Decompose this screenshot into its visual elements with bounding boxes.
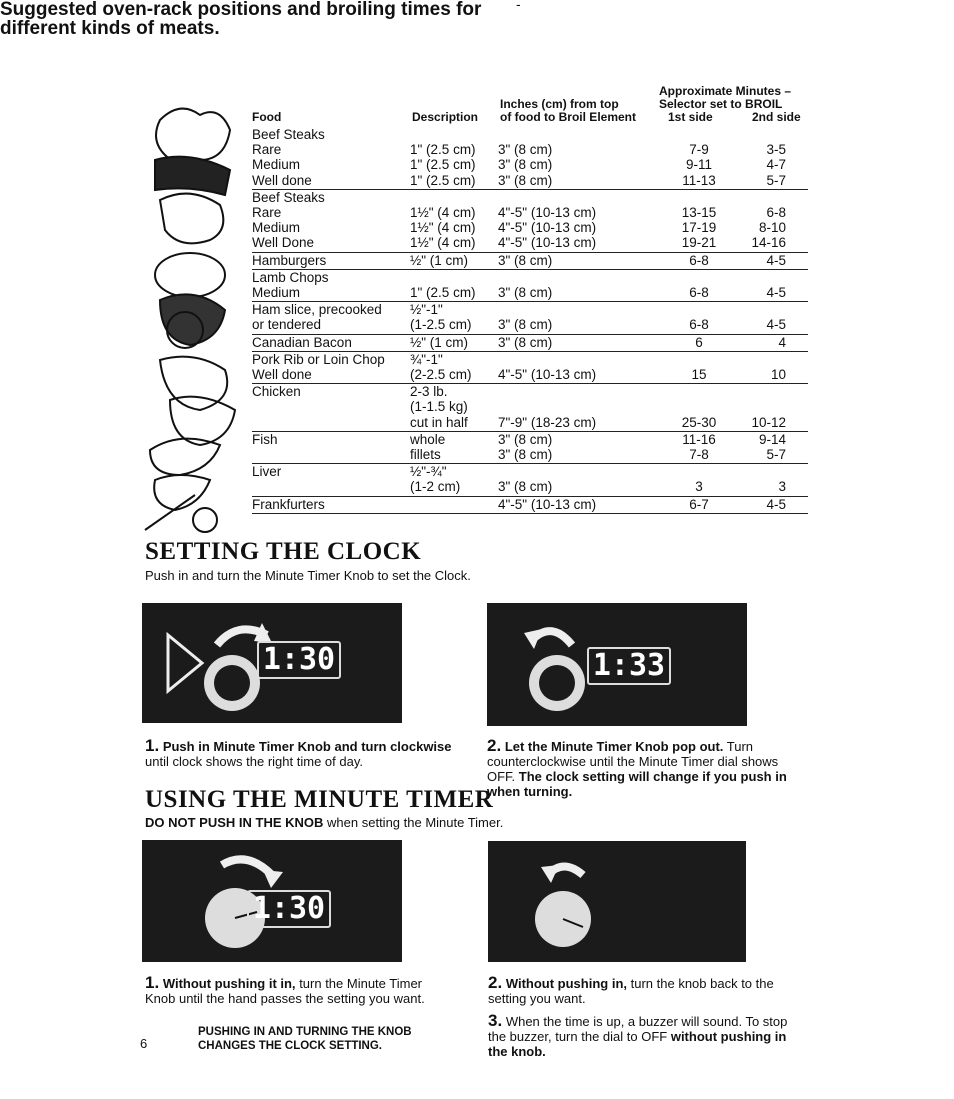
cell-inches: 3" (8 cm): [498, 142, 553, 158]
cell-desc: ½" (1 cm): [410, 334, 498, 351]
clock-step-2-number: 2.: [487, 736, 502, 755]
cell-s2: [742, 464, 808, 480]
cell-desc: 1½" (4 cm): [410, 220, 476, 236]
header-inches: [500, 98, 636, 124]
cell-s2: 9-14: [758, 431, 786, 447]
clock-section-title: SETTING THE CLOCK: [145, 538, 422, 565]
table-row: [252, 496, 808, 513]
timer-step-3: [488, 1013, 793, 1059]
timer-step-3-text: When the time is up, a buzzer will sound. To stop the buzzer, turn the dial to OFF: [488, 1014, 788, 1044]
cell-food: Liver: [252, 464, 282, 480]
table-row: [252, 157, 808, 172]
clock-panel-2: [487, 603, 747, 726]
table-row: [252, 384, 808, 400]
cell-s2: 4-5: [742, 317, 808, 334]
cell-food: [252, 447, 410, 464]
table-row: [252, 285, 808, 302]
cell-s2: 14-16: [742, 235, 808, 252]
table-row: [252, 252, 808, 269]
timer-panel-2: [488, 841, 746, 962]
header-approx-line1: Approximate Minutes –: [659, 84, 792, 98]
cell-desc: (1-1.5 kg): [410, 399, 468, 415]
cell-s1: 6-7: [656, 496, 742, 513]
table-row: [252, 415, 808, 432]
cell-s1: 11-16: [682, 431, 716, 447]
cell-s1: 6-8: [656, 285, 742, 302]
cell-inches: [498, 302, 656, 318]
table-row: [252, 447, 808, 464]
cell-desc: 1½" (4 cm): [410, 205, 476, 221]
cell-inches: 4"-5" (10-13 cm): [498, 220, 597, 236]
cell-inches: 4"-5" (10-13 cm): [498, 367, 656, 384]
cell-s2: 4-5: [742, 285, 808, 302]
cell-inches: [498, 189, 656, 205]
cell-desc: [410, 496, 498, 513]
table-title-line1: Suggested oven-rack positions and broiling times for: [0, 0, 482, 20]
meats-illustration: [140, 100, 250, 540]
cell-inches: [498, 399, 656, 414]
cell-s1: 7-8: [656, 447, 742, 464]
cell-desc: ¾"-1": [410, 351, 443, 367]
cell-s2: [742, 189, 808, 205]
cell-s2: 5-7: [742, 173, 808, 190]
cell-desc: (1-2 cm): [410, 479, 498, 496]
header-description: Description: [412, 110, 479, 124]
cell-s2: 10-12: [742, 415, 808, 432]
table-row: [252, 142, 808, 157]
timer-display: 1:30: [247, 890, 331, 928]
cell-food: Medium: [252, 285, 410, 302]
cell-food: [252, 479, 410, 496]
cell-inches: [498, 351, 656, 367]
cell-s1: 6-8: [656, 252, 742, 269]
timer-step-3-bold: without pushing in the knob.: [488, 1029, 787, 1059]
cell-inches: 4"-5" (10-13 cm): [498, 235, 656, 252]
timer-step-1-bold: Without pushing it in,: [162, 976, 296, 991]
clock-step-2-bold: Let the Minute Timer Knob pop out.: [504, 739, 724, 754]
cell-food: Ham slice, precooked: [252, 302, 382, 318]
timer-warning: PUSHING IN AND TURNING THE KNOB CHANGES THE CLOCK SETTING.: [198, 1026, 412, 1052]
table-row: [252, 431, 808, 447]
cell-s2: 4-5: [742, 496, 808, 513]
cell-s2: 6-8: [766, 205, 786, 221]
cell-inches: [498, 464, 656, 480]
broiling-table-body: [252, 127, 808, 513]
timer-note: [145, 815, 503, 830]
timer-section-title: USING THE MINUTE TIMER: [145, 786, 494, 813]
timer-knob-counterclockwise-icon: [533, 853, 613, 953]
clock-display-1: 1:30: [257, 641, 341, 679]
cell-food: Pork Rib or Loin Chop: [252, 351, 385, 367]
cell-desc: (2-2.5 cm): [410, 367, 498, 384]
cell-s2: [742, 302, 808, 318]
cell-s1: 25-30: [656, 415, 742, 432]
timer-note-bold: DO NOT PUSH IN THE KNOB: [145, 815, 324, 830]
cell-food: Well done: [252, 173, 410, 190]
cell-desc: ½" (1 cm): [410, 252, 498, 269]
timer-note-text: when setting the Minute Timer.: [327, 815, 504, 830]
cell-s2: 3: [742, 479, 808, 496]
cell-s1: 15: [656, 367, 742, 384]
cell-s1: [656, 351, 742, 367]
cell-s2: [742, 384, 808, 400]
timer-step-2-bold: Without pushing in,: [505, 976, 627, 991]
table-title: [0, 0, 560, 38]
cell-desc: 1" (2.5 cm): [410, 142, 476, 158]
cell-s1: 7-9: [689, 142, 709, 158]
clock-step-1: [145, 738, 455, 769]
cell-food: Medium: [252, 157, 301, 173]
clock-step-1-number: 1.: [145, 736, 160, 755]
cell-inches: 3" (8 cm): [498, 431, 553, 447]
cell-desc: [410, 189, 498, 205]
cell-s2: [742, 127, 808, 142]
cell-food: Well done: [252, 367, 410, 384]
cell-food: Well Done: [252, 235, 410, 252]
clock-panel-1: [142, 603, 402, 723]
cell-s1: [656, 189, 742, 205]
cell-s1: [656, 269, 742, 285]
timer-step-2: [488, 975, 793, 1006]
cell-food: Frankfurters: [252, 496, 410, 513]
cell-desc: cut in half: [410, 415, 498, 432]
table-title-line2: different kinds of meats.: [0, 18, 220, 39]
cell-s2: 4-7: [766, 157, 786, 173]
cell-s2: 4: [742, 334, 808, 351]
cell-s2: 3-5: [766, 142, 786, 158]
cell-s1: [656, 399, 742, 414]
clock-intro: Push in and turn the Minute Timer Knob to set the Clock.: [145, 568, 471, 583]
table-row: [252, 367, 808, 384]
clock-step-1-text: until clock shows the right time of day.: [145, 754, 363, 769]
timer-step-1-text: turn the Minute Timer Knob until the hand passes the setting you want.: [145, 976, 425, 1006]
cell-s2: 5-7: [742, 447, 808, 464]
cell-desc: fillets: [410, 447, 498, 464]
cell-s1: 9-11: [685, 157, 713, 173]
cell-inches: 4"-5" (10-13 cm): [498, 496, 656, 513]
cell-food: Medium: [252, 220, 301, 236]
header-first-side: 1st side: [668, 110, 713, 124]
table-row: [252, 173, 808, 190]
cell-s1: [656, 302, 742, 318]
timer-step-1: [145, 975, 425, 1006]
clock-step-1-bold: Push in Minute Timer Knob and turn clockwise: [162, 739, 452, 754]
table-row: [252, 399, 808, 414]
table-row: [252, 302, 808, 318]
cell-inches: 4"-5" (10-13 cm): [498, 205, 597, 221]
cell-s1: 17-19: [681, 220, 717, 236]
table-row: [252, 464, 808, 480]
cell-inches: 3" (8 cm): [498, 157, 553, 173]
cell-inches: 3" (8 cm): [498, 252, 656, 269]
cell-inches: 3" (8 cm): [498, 285, 656, 302]
cell-food: Hamburgers: [252, 252, 410, 269]
table-row: [252, 220, 808, 235]
cell-inches: 3" (8 cm): [498, 479, 656, 496]
cell-food: Lamb Chops: [252, 269, 329, 285]
cell-desc: whole: [410, 431, 446, 447]
cell-food: Canadian Bacon: [252, 334, 410, 351]
header-inches-line2: of food to Broil Element: [500, 110, 636, 124]
cell-food: Beef Steaks: [252, 127, 325, 142]
clock-step-2-warning: The clock setting will change if you push in when turning.: [487, 769, 787, 799]
cell-desc: ½"-¾": [410, 464, 447, 480]
table-row: [252, 269, 808, 285]
timer-panel-1: [142, 840, 402, 962]
cell-s1: [656, 464, 742, 480]
cell-inches: 7"-9" (18-23 cm): [498, 415, 656, 432]
cell-desc: 2-3 lb.: [410, 384, 448, 400]
cell-s1: [656, 384, 742, 400]
header-approx-line2: Selector set to BROIL: [659, 97, 783, 111]
cell-s2: 8-10: [758, 220, 786, 236]
cell-s2: [742, 351, 808, 367]
cell-desc: (1-2.5 cm): [410, 317, 498, 334]
cell-s2: 4-5: [742, 252, 808, 269]
cell-s1: 11-13: [656, 173, 742, 190]
clock-display-2: 1:33: [587, 647, 671, 685]
cell-s1: 19-21: [656, 235, 742, 252]
cell-inches: [498, 269, 656, 285]
cell-desc: [410, 269, 498, 285]
cell-s2: [742, 269, 808, 285]
cell-food: Rare: [252, 142, 282, 158]
timer-step-3-number: 3.: [488, 1011, 503, 1030]
clock-step-2: [487, 738, 787, 799]
cell-food: [252, 415, 410, 432]
timer-step-2-text: turn the knob back to the setting you want.: [488, 976, 774, 1006]
cell-inches: 3" (8 cm): [498, 334, 656, 351]
cell-s1: 6-8: [656, 317, 742, 334]
cell-s2: [742, 399, 808, 414]
broiling-table: [252, 127, 808, 514]
cell-food: or tendered: [252, 317, 410, 334]
cell-food: Rare: [252, 205, 282, 221]
table-row: [252, 235, 808, 252]
table-row: [252, 334, 808, 351]
cell-s1: 3: [656, 479, 742, 496]
cell-s1: [656, 127, 742, 142]
timer-step-1-number: 1.: [145, 973, 160, 992]
cell-inches: [498, 127, 656, 142]
cell-inches: 3" (8 cm): [498, 173, 656, 190]
table-row: [252, 205, 808, 220]
table-row: [252, 189, 808, 205]
cell-food: Chicken: [252, 384, 301, 400]
cell-inches: [498, 384, 656, 400]
cell-food: Beef Steaks: [252, 189, 325, 205]
header-approx: [659, 85, 791, 111]
header-second-side: 2nd side: [752, 110, 801, 124]
header-food: Food: [252, 110, 282, 124]
table-row: [252, 317, 808, 334]
cell-inches: 3" (8 cm): [498, 447, 656, 464]
page-number: 6: [140, 1036, 148, 1051]
timer-step-2-number: 2.: [488, 973, 503, 992]
cell-desc: 1" (2.5 cm): [410, 157, 476, 173]
cell-s2: 10: [742, 367, 808, 384]
clock-step-2-text: Turn counterclockwise until the Minute Timer dial shows OFF.: [487, 739, 779, 784]
table-row: [252, 479, 808, 496]
cell-food: Fish: [252, 431, 278, 447]
cell-desc: ½"-1": [410, 302, 443, 318]
header-inches-line1: Inches (cm) from top: [500, 97, 619, 111]
knob-clockwise-icon: [162, 615, 272, 715]
page-mark: -: [516, 0, 521, 12]
cell-desc: 1" (2.5 cm): [410, 173, 498, 190]
cell-inches: 3" (8 cm): [498, 317, 656, 334]
cell-desc: [410, 127, 498, 142]
cell-desc: 1" (2.5 cm): [410, 285, 498, 302]
cell-desc: 1½" (4 cm): [410, 235, 498, 252]
cell-food: [252, 399, 410, 414]
table-row: [252, 127, 808, 142]
table-row: [252, 351, 808, 367]
cell-s1: 13-15: [681, 205, 717, 221]
cell-s1: 6: [656, 334, 742, 351]
